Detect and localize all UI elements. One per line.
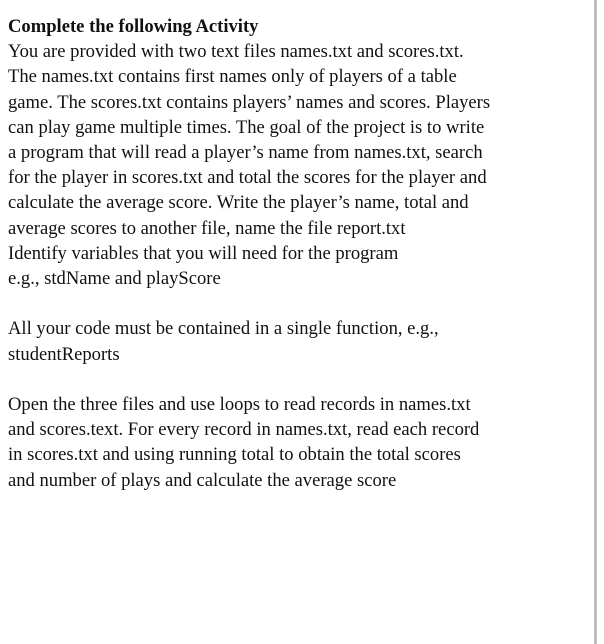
text-line: can play game multiple times. The goal of the project is to write — [8, 116, 485, 138]
paragraph-instructions — [8, 39, 592, 291]
activity-title: Complete the following Activity — [8, 16, 259, 37]
text-line: studentReports — [8, 343, 120, 365]
paragraph-function-requirement — [8, 316, 592, 366]
text-line: and number of plays and calculate the average score — [8, 469, 397, 491]
paragraph-spacer — [8, 367, 592, 392]
text-line: Open the three files and use loops to read records in names.txt — [8, 394, 471, 416]
text-line: All your code must be contained in a single function, e.g., — [8, 318, 439, 340]
text-line: average scores to another file, name the file report.txt — [8, 217, 406, 239]
text-line: for the player in scores.txt and total the scores for the player and — [8, 167, 487, 189]
text-line: and scores.text. For every record in names.txt, read each record — [8, 419, 480, 441]
paragraph-spacer — [8, 291, 592, 316]
text-line: in scores.txt and using running total to obtain the total scores — [8, 444, 461, 466]
text-line: game. The scores.txt contains players’ names and scores. Players — [8, 91, 491, 113]
paragraph-loop-instructions — [8, 392, 592, 493]
text-line: e.g., stdName and playScore — [8, 268, 221, 290]
page-edge-divider — [594, 0, 597, 644]
text-line: You are provided with two text files names.txt and scores.txt. — [8, 41, 464, 63]
text-line: The names.txt contains first names only of players of a table — [8, 66, 457, 88]
activity-text — [8, 14, 592, 493]
text-line: Identify variables that you will need for the program — [8, 242, 399, 264]
text-line: a program that will read a player’s name from names.txt, search — [8, 142, 483, 164]
text-line: calculate the average score. Write the player’s name, total and — [8, 192, 469, 214]
